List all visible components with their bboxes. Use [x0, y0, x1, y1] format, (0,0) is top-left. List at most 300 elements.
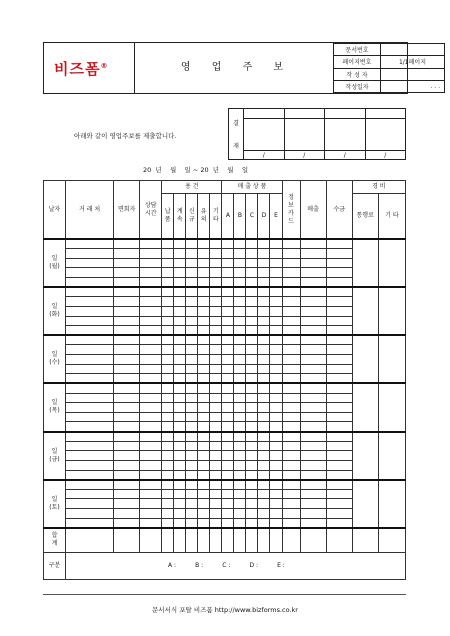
entry-cell[interactable]: [222, 403, 234, 413]
entry-cell[interactable]: [282, 451, 300, 461]
entry-cell[interactable]: [162, 480, 174, 490]
entry-cell[interactable]: [222, 326, 234, 336]
entry-cell[interactable]: [300, 422, 326, 432]
entry-cell[interactable]: [222, 393, 234, 403]
entry-cell[interactable]: [174, 393, 186, 403]
entry-cell[interactable]: [210, 460, 222, 470]
entry-cell[interactable]: [270, 451, 282, 461]
entry-cell[interactable]: [326, 335, 352, 345]
entry-cell[interactable]: [282, 403, 300, 413]
entry-cell[interactable]: [222, 364, 234, 374]
entry-cell[interactable]: [234, 249, 246, 259]
entry-cell[interactable]: [186, 451, 198, 461]
entry-cell[interactable]: [300, 306, 326, 316]
entry-cell[interactable]: [258, 489, 270, 499]
entry-cell[interactable]: [174, 499, 186, 509]
entry-cell[interactable]: [140, 518, 162, 528]
entry-cell[interactable]: [210, 297, 222, 307]
entry-cell[interactable]: [114, 432, 140, 442]
entry-cell[interactable]: [162, 374, 174, 384]
entry-cell[interactable]: [300, 412, 326, 422]
entry-cell[interactable]: [282, 239, 300, 249]
entry-cell[interactable]: [140, 374, 162, 384]
entry-cell[interactable]: [270, 326, 282, 336]
entry-cell[interactable]: [234, 316, 246, 326]
entry-cell[interactable]: [326, 499, 352, 509]
entry-cell[interactable]: [198, 316, 210, 326]
entry-cell[interactable]: [198, 451, 210, 461]
entry-cell[interactable]: [300, 249, 326, 259]
entry-cell[interactable]: [114, 258, 140, 268]
entry-cell[interactable]: [162, 249, 174, 259]
entry-cell[interactable]: [66, 403, 114, 413]
entry-cell[interactable]: [186, 383, 198, 393]
entry-cell[interactable]: [174, 345, 186, 355]
entry-cell[interactable]: [140, 306, 162, 316]
entry-cell[interactable]: [140, 345, 162, 355]
entry-cell[interactable]: [222, 268, 234, 278]
entry-cell[interactable]: [186, 393, 198, 403]
entry-cell[interactable]: [270, 441, 282, 451]
total-cell[interactable]: [66, 528, 114, 553]
entry-cell[interactable]: [198, 374, 210, 384]
entry-cell[interactable]: [174, 249, 186, 259]
entry-cell[interactable]: [162, 499, 174, 509]
entry-cell[interactable]: [66, 383, 114, 393]
entry-cell[interactable]: [300, 278, 326, 288]
entry-cell[interactable]: [234, 480, 246, 490]
entry-cell[interactable]: [326, 316, 352, 326]
entry-cell[interactable]: [270, 470, 282, 480]
entry-cell[interactable]: [270, 374, 282, 384]
entry-cell[interactable]: [300, 326, 326, 336]
entry-cell[interactable]: [186, 509, 198, 519]
expense-transport-cell[interactable]: [352, 432, 378, 480]
entry-cell[interactable]: [198, 460, 210, 470]
entry-cell[interactable]: [246, 412, 258, 422]
entry-cell[interactable]: [300, 393, 326, 403]
entry-cell[interactable]: [66, 297, 114, 307]
entry-cell[interactable]: [162, 412, 174, 422]
entry-cell[interactable]: [210, 432, 222, 442]
entry-cell[interactable]: [210, 335, 222, 345]
total-cell[interactable]: [352, 528, 378, 553]
entry-cell[interactable]: [270, 258, 282, 268]
entry-cell[interactable]: [114, 403, 140, 413]
entry-cell[interactable]: [198, 441, 210, 451]
entry-cell[interactable]: [300, 451, 326, 461]
entry-cell[interactable]: [282, 489, 300, 499]
entry-cell[interactable]: [222, 258, 234, 268]
entry-cell[interactable]: [222, 383, 234, 393]
entry-cell[interactable]: [210, 518, 222, 528]
entry-cell[interactable]: [140, 355, 162, 365]
entry-cell[interactable]: [140, 509, 162, 519]
expense-etc-cell[interactable]: [378, 432, 405, 480]
entry-cell[interactable]: [258, 249, 270, 259]
entry-cell[interactable]: [210, 258, 222, 268]
entry-cell[interactable]: [246, 393, 258, 403]
entry-cell[interactable]: [198, 345, 210, 355]
entry-cell[interactable]: [326, 393, 352, 403]
entry-cell[interactable]: [162, 239, 174, 249]
entry-cell[interactable]: [246, 287, 258, 297]
entry-cell[interactable]: [114, 393, 140, 403]
entry-cell[interactable]: [210, 509, 222, 519]
entry-cell[interactable]: [282, 460, 300, 470]
entry-cell[interactable]: [162, 489, 174, 499]
entry-cell[interactable]: [174, 258, 186, 268]
entry-cell[interactable]: [282, 441, 300, 451]
entry-cell[interactable]: [174, 480, 186, 490]
entry-cell[interactable]: [300, 470, 326, 480]
entry-cell[interactable]: [198, 297, 210, 307]
entry-cell[interactable]: [246, 441, 258, 451]
expense-transport-cell[interactable]: [352, 383, 378, 431]
entry-cell[interactable]: [66, 258, 114, 268]
entry-cell[interactable]: [246, 297, 258, 307]
entry-cell[interactable]: [198, 518, 210, 528]
entry-cell[interactable]: [210, 451, 222, 461]
total-cell[interactable]: [300, 528, 326, 553]
entry-cell[interactable]: [186, 355, 198, 365]
entry-cell[interactable]: [174, 335, 186, 345]
entry-cell[interactable]: [270, 278, 282, 288]
entry-cell[interactable]: [210, 355, 222, 365]
entry-cell[interactable]: [326, 441, 352, 451]
entry-cell[interactable]: [246, 460, 258, 470]
entry-cell[interactable]: [282, 355, 300, 365]
entry-cell[interactable]: [300, 355, 326, 365]
entry-cell[interactable]: [270, 249, 282, 259]
entry-cell[interactable]: [186, 460, 198, 470]
entry-cell[interactable]: [66, 480, 114, 490]
entry-cell[interactable]: [198, 480, 210, 490]
entry-cell[interactable]: [326, 355, 352, 365]
entry-cell[interactable]: [300, 489, 326, 499]
entry-cell[interactable]: [234, 489, 246, 499]
entry-cell[interactable]: [282, 374, 300, 384]
entry-cell[interactable]: [246, 355, 258, 365]
total-cell[interactable]: [114, 528, 140, 553]
entry-cell[interactable]: [258, 518, 270, 528]
entry-cell[interactable]: [186, 345, 198, 355]
entry-cell[interactable]: [162, 268, 174, 278]
entry-cell[interactable]: [326, 480, 352, 490]
entry-cell[interactable]: [174, 470, 186, 480]
entry-cell[interactable]: [326, 460, 352, 470]
entry-cell[interactable]: [162, 518, 174, 528]
entry-cell[interactable]: [234, 364, 246, 374]
entry-cell[interactable]: [66, 239, 114, 249]
entry-cell[interactable]: [246, 278, 258, 288]
entry-cell[interactable]: [246, 326, 258, 336]
entry-cell[interactable]: [234, 383, 246, 393]
entry-cell[interactable]: [198, 268, 210, 278]
entry-cell[interactable]: [222, 345, 234, 355]
total-cell[interactable]: [258, 528, 270, 553]
entry-cell[interactable]: [140, 460, 162, 470]
entry-cell[interactable]: [186, 335, 198, 345]
entry-cell[interactable]: [66, 460, 114, 470]
entry-cell[interactable]: [270, 364, 282, 374]
entry-cell[interactable]: [66, 316, 114, 326]
entry-cell[interactable]: [222, 278, 234, 288]
entry-cell[interactable]: [162, 422, 174, 432]
entry-cell[interactable]: [210, 268, 222, 278]
entry-cell[interactable]: [234, 306, 246, 316]
entry-cell[interactable]: [162, 393, 174, 403]
entry-cell[interactable]: [270, 518, 282, 528]
entry-cell[interactable]: [198, 509, 210, 519]
entry-cell[interactable]: [300, 499, 326, 509]
entry-cell[interactable]: [210, 374, 222, 384]
entry-cell[interactable]: [174, 460, 186, 470]
expense-etc-cell[interactable]: [378, 480, 405, 528]
entry-cell[interactable]: [234, 460, 246, 470]
entry-cell[interactable]: [66, 393, 114, 403]
entry-cell[interactable]: [258, 297, 270, 307]
entry-cell[interactable]: [210, 441, 222, 451]
entry-cell[interactable]: [140, 278, 162, 288]
entry-cell[interactable]: [326, 383, 352, 393]
entry-cell[interactable]: [234, 403, 246, 413]
entry-cell[interactable]: [162, 335, 174, 345]
entry-cell[interactable]: [258, 451, 270, 461]
entry-cell[interactable]: [326, 297, 352, 307]
entry-cell[interactable]: [258, 470, 270, 480]
entry-cell[interactable]: [234, 422, 246, 432]
entry-cell[interactable]: [140, 383, 162, 393]
entry-cell[interactable]: [140, 249, 162, 259]
entry-cell[interactable]: [270, 345, 282, 355]
entry-cell[interactable]: [186, 364, 198, 374]
entry-cell[interactable]: [114, 239, 140, 249]
entry-cell[interactable]: [114, 335, 140, 345]
entry-cell[interactable]: [282, 249, 300, 259]
entry-cell[interactable]: [282, 258, 300, 268]
entry-cell[interactable]: [270, 489, 282, 499]
entry-cell[interactable]: [186, 326, 198, 336]
total-cell[interactable]: [234, 528, 246, 553]
entry-cell[interactable]: [186, 258, 198, 268]
entry-cell[interactable]: [66, 509, 114, 519]
expense-transport-cell[interactable]: [352, 239, 378, 287]
entry-cell[interactable]: [326, 345, 352, 355]
entry-cell[interactable]: [198, 383, 210, 393]
entry-cell[interactable]: [300, 364, 326, 374]
entry-cell[interactable]: [140, 451, 162, 461]
entry-cell[interactable]: [198, 364, 210, 374]
entry-cell[interactable]: [174, 489, 186, 499]
entry-cell[interactable]: [300, 441, 326, 451]
entry-cell[interactable]: [174, 412, 186, 422]
entry-cell[interactable]: [186, 432, 198, 442]
expense-etc-cell[interactable]: [378, 239, 405, 287]
entry-cell[interactable]: [140, 364, 162, 374]
entry-cell[interactable]: [198, 393, 210, 403]
entry-cell[interactable]: [162, 451, 174, 461]
entry-cell[interactable]: [210, 470, 222, 480]
entry-cell[interactable]: [300, 403, 326, 413]
entry-cell[interactable]: [66, 374, 114, 384]
entry-cell[interactable]: [258, 316, 270, 326]
entry-cell[interactable]: [140, 499, 162, 509]
entry-cell[interactable]: [270, 268, 282, 278]
entry-cell[interactable]: [198, 403, 210, 413]
entry-cell[interactable]: [246, 306, 258, 316]
entry-cell[interactable]: [210, 403, 222, 413]
entry-cell[interactable]: [222, 460, 234, 470]
entry-cell[interactable]: [174, 374, 186, 384]
entry-cell[interactable]: [66, 249, 114, 259]
entry-cell[interactable]: [186, 306, 198, 316]
entry-cell[interactable]: [270, 412, 282, 422]
entry-cell[interactable]: [210, 287, 222, 297]
entry-cell[interactable]: [258, 364, 270, 374]
entry-cell[interactable]: [186, 470, 198, 480]
approval-sign[interactable]: [244, 119, 285, 151]
entry-cell[interactable]: [222, 374, 234, 384]
entry-cell[interactable]: [246, 480, 258, 490]
entry-cell[interactable]: [246, 345, 258, 355]
entry-cell[interactable]: [300, 316, 326, 326]
entry-cell[interactable]: [258, 509, 270, 519]
entry-cell[interactable]: [270, 509, 282, 519]
entry-cell[interactable]: [258, 287, 270, 297]
entry-cell[interactable]: [174, 383, 186, 393]
entry-cell[interactable]: [270, 403, 282, 413]
entry-cell[interactable]: [66, 432, 114, 442]
entry-cell[interactable]: [186, 499, 198, 509]
entry-cell[interactable]: [234, 278, 246, 288]
entry-cell[interactable]: [234, 509, 246, 519]
entry-cell[interactable]: [258, 412, 270, 422]
entry-cell[interactable]: [174, 509, 186, 519]
total-cell[interactable]: [186, 528, 198, 553]
entry-cell[interactable]: [210, 412, 222, 422]
entry-cell[interactable]: [186, 297, 198, 307]
entry-cell[interactable]: [66, 470, 114, 480]
entry-cell[interactable]: [174, 432, 186, 442]
entry-cell[interactable]: [234, 335, 246, 345]
entry-cell[interactable]: [174, 306, 186, 316]
entry-cell[interactable]: [140, 412, 162, 422]
entry-cell[interactable]: [246, 383, 258, 393]
entry-cell[interactable]: [326, 509, 352, 519]
total-cell[interactable]: [140, 528, 162, 553]
entry-cell[interactable]: [140, 239, 162, 249]
expense-transport-cell[interactable]: [352, 480, 378, 528]
entry-cell[interactable]: [246, 489, 258, 499]
entry-cell[interactable]: [186, 239, 198, 249]
entry-cell[interactable]: [222, 287, 234, 297]
entry-cell[interactable]: [246, 239, 258, 249]
entry-cell[interactable]: [140, 393, 162, 403]
entry-cell[interactable]: [140, 422, 162, 432]
entry-cell[interactable]: [282, 268, 300, 278]
expense-etc-cell[interactable]: [378, 383, 405, 431]
entry-cell[interactable]: [258, 393, 270, 403]
entry-cell[interactable]: [66, 278, 114, 288]
entry-cell[interactable]: [270, 499, 282, 509]
entry-cell[interactable]: [282, 518, 300, 528]
entry-cell[interactable]: [282, 470, 300, 480]
entry-cell[interactable]: [186, 518, 198, 528]
entry-cell[interactable]: [258, 258, 270, 268]
entry-cell[interactable]: [114, 287, 140, 297]
entry-cell[interactable]: [66, 268, 114, 278]
total-cell[interactable]: [210, 528, 222, 553]
entry-cell[interactable]: [234, 268, 246, 278]
entry-cell[interactable]: [210, 422, 222, 432]
entry-cell[interactable]: [258, 306, 270, 316]
entry-cell[interactable]: [246, 249, 258, 259]
entry-cell[interactable]: [210, 316, 222, 326]
entry-cell[interactable]: [114, 422, 140, 432]
entry-cell[interactable]: [162, 287, 174, 297]
entry-cell[interactable]: [300, 432, 326, 442]
entry-cell[interactable]: [222, 297, 234, 307]
entry-cell[interactable]: [222, 509, 234, 519]
entry-cell[interactable]: [114, 470, 140, 480]
entry-cell[interactable]: [246, 374, 258, 384]
entry-cell[interactable]: [258, 278, 270, 288]
approval-sign[interactable]: [284, 119, 325, 151]
entry-cell[interactable]: [270, 422, 282, 432]
entry-cell[interactable]: [234, 412, 246, 422]
entry-cell[interactable]: [186, 249, 198, 259]
entry-cell[interactable]: [162, 306, 174, 316]
entry-cell[interactable]: [282, 432, 300, 442]
entry-cell[interactable]: [270, 287, 282, 297]
entry-cell[interactable]: [210, 364, 222, 374]
entry-cell[interactable]: [174, 278, 186, 288]
expense-transport-cell[interactable]: [352, 335, 378, 383]
entry-cell[interactable]: [246, 268, 258, 278]
approval-date[interactable]: /: [244, 151, 285, 160]
entry-cell[interactable]: [246, 470, 258, 480]
entry-cell[interactable]: [186, 316, 198, 326]
entry-cell[interactable]: [222, 422, 234, 432]
entry-cell[interactable]: [174, 403, 186, 413]
entry-cell[interactable]: [282, 306, 300, 316]
entry-cell[interactable]: [162, 509, 174, 519]
entry-cell[interactable]: [270, 480, 282, 490]
entry-cell[interactable]: [198, 470, 210, 480]
entry-cell[interactable]: [66, 489, 114, 499]
entry-cell[interactable]: [282, 422, 300, 432]
entry-cell[interactable]: [234, 451, 246, 461]
entry-cell[interactable]: [210, 239, 222, 249]
entry-cell[interactable]: [114, 297, 140, 307]
entry-cell[interactable]: [162, 432, 174, 442]
entry-cell[interactable]: [186, 403, 198, 413]
entry-cell[interactable]: [114, 518, 140, 528]
entry-cell[interactable]: [162, 297, 174, 307]
entry-cell[interactable]: [162, 258, 174, 268]
entry-cell[interactable]: [300, 297, 326, 307]
entry-cell[interactable]: [300, 374, 326, 384]
entry-cell[interactable]: [162, 355, 174, 365]
entry-cell[interactable]: [270, 383, 282, 393]
entry-cell[interactable]: [198, 422, 210, 432]
entry-cell[interactable]: [210, 383, 222, 393]
entry-cell[interactable]: [258, 374, 270, 384]
approval-date[interactable]: /: [284, 151, 325, 160]
entry-cell[interactable]: [326, 287, 352, 297]
entry-cell[interactable]: [234, 393, 246, 403]
